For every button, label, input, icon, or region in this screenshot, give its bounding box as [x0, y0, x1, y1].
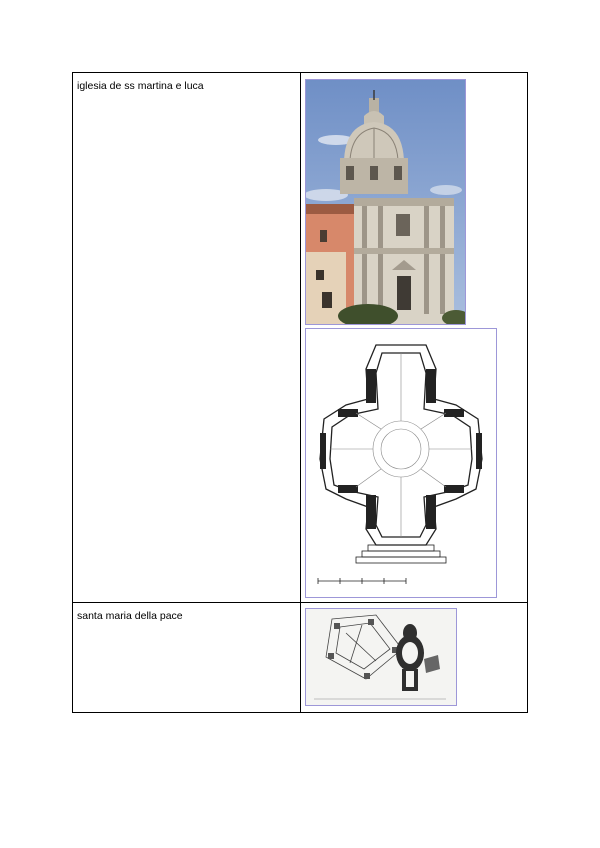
table-row: [73, 603, 528, 713]
church-floor-plan: [305, 328, 497, 598]
row-label: iglesia de ss martina e luca: [77, 80, 204, 92]
church-facade-photo: [305, 79, 466, 325]
label-cell: [73, 73, 301, 603]
image-cell: [301, 73, 528, 603]
row-label: santa maria della pace: [77, 610, 183, 622]
image-cell: [301, 603, 528, 713]
label-cell: [73, 603, 301, 713]
church-site-plan: [305, 608, 457, 706]
table-row: [73, 73, 528, 603]
document-table: [72, 72, 528, 713]
